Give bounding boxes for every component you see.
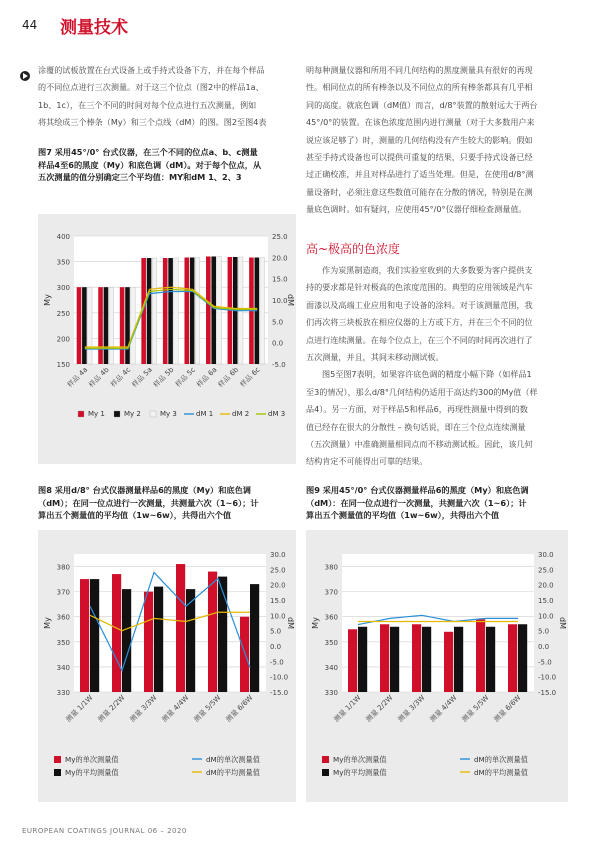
y2-tick-label: -15.0 xyxy=(270,689,289,697)
x-tick-label: 样品 6b xyxy=(216,365,241,390)
text-line: 结构肯定不可能得出可靠的结果。 xyxy=(306,456,428,467)
y2-tick-label: 20.0 xyxy=(538,581,554,590)
y2-tick-label: 15.0 xyxy=(272,275,288,284)
text-line: 同的高度。就底色调（dM值）而言，d/8°装置的散射远大于两台 xyxy=(306,99,538,110)
text-line: 说应该足够了）时，测量的几何结构没有产生较大的影响。假如 xyxy=(306,134,533,145)
bar xyxy=(125,287,130,364)
bar xyxy=(112,574,121,692)
legend-entry: dM 3 xyxy=(268,410,286,418)
text-line: 的不同位点进行三次测量。对于这三个位点（图2中的样品1a、 xyxy=(38,82,264,93)
x-tick-label: 样品 4b xyxy=(87,365,111,390)
bar xyxy=(90,579,99,692)
y-tick-label: 400 xyxy=(56,233,70,241)
y2-tick-label: -5.0 xyxy=(538,658,552,667)
caption-line: （dM）：在同一位点进行一次测量，共测量六次（1~6）；计 xyxy=(306,497,527,508)
bar xyxy=(260,258,265,364)
bar xyxy=(77,287,82,364)
bar xyxy=(154,587,163,692)
y-tick-label: 350 xyxy=(324,638,338,647)
bar xyxy=(98,287,103,364)
fig8-panel xyxy=(38,530,296,802)
y2-axis-label: dM xyxy=(558,617,567,629)
plot-area xyxy=(74,554,266,692)
text-line: 量底色调时。如有疑问，应使用45°/0°仪器仔细检查测量值。 xyxy=(306,204,527,215)
continue-arrow-icon xyxy=(20,71,30,81)
plot-area xyxy=(342,554,534,692)
x-tick-label: 样品 4c xyxy=(109,365,133,389)
x-tick-label: 测量 2/2W xyxy=(364,693,395,724)
caption-line: （dM）；在同一位点进行一次测量，共测量六次（1~6）；计 xyxy=(38,497,259,508)
y-tick-label: 330 xyxy=(324,689,338,697)
bar xyxy=(82,287,87,364)
legend-entry: dM 2 xyxy=(232,410,250,418)
text-line: 点进行连续测量。在每个位点上，在三个不同的时间再次进行了 xyxy=(306,334,533,345)
y2-tick-label: -5.0 xyxy=(270,658,284,667)
y-tick-label: 150 xyxy=(56,361,70,369)
legend-swatch xyxy=(54,769,61,776)
text-line: 将其绘成三个棒条（My）和三个点线（dM）的图。图2至图4表 xyxy=(38,117,267,128)
legend-entry: My 1 xyxy=(88,410,105,418)
y2-tick-label: 5.0 xyxy=(272,318,284,327)
bar xyxy=(444,632,453,692)
y2-tick-label: 25.0 xyxy=(272,233,288,241)
x-tick-label: 样品 4a xyxy=(65,365,90,390)
y2-tick-label: 10.0 xyxy=(270,612,286,621)
bar xyxy=(250,584,259,692)
bar xyxy=(174,258,179,364)
bar xyxy=(348,629,357,692)
bar xyxy=(120,287,125,364)
left-paragraph xyxy=(38,62,296,132)
x-tick-label: 测量 2/2W xyxy=(96,693,127,724)
text-line: 1b、1c），在三个不同的时间对每个位点进行五次测量，例如 xyxy=(38,99,257,110)
y-tick-label: 360 xyxy=(56,613,70,622)
section-heading: 高~极高的色浓度 xyxy=(306,242,401,256)
y-tick-label: 340 xyxy=(324,663,338,672)
text-line: 明每种测量仪器和所用不同几何结构的黑度测量具有很好的再现 xyxy=(306,65,533,75)
x-tick-label: 样品 5c xyxy=(173,365,197,389)
y2-tick-label: -5.0 xyxy=(272,361,286,369)
y2-tick-label: 30.0 xyxy=(270,551,286,559)
legend-entry: dM的平均测量值 xyxy=(206,768,260,777)
legend-entry: dM的单次测量值 xyxy=(474,755,528,764)
bar xyxy=(168,258,173,364)
y2-tick-label: 10.0 xyxy=(538,612,554,621)
bar xyxy=(422,627,431,692)
x-tick-label: 测量 4/4W xyxy=(428,693,459,724)
legend-entry: My的单次测量值 xyxy=(333,755,387,764)
caption-line: 算出五个测量值的平均值（1w~6w），共得出六个值 xyxy=(38,510,232,521)
y-tick-label: 350 xyxy=(56,258,70,267)
footer: EUROPEAN COATINGS JOURNAL 06 – 2020 xyxy=(22,827,187,835)
bar xyxy=(412,624,421,692)
legend-entry: My 3 xyxy=(160,410,177,418)
text-line: 涂覆的试板放置在台式设备上或手持式设备下方，并在每个样品 xyxy=(38,65,265,75)
y2-tick-label: -10.0 xyxy=(538,673,557,682)
y2-tick-label: 0.0 xyxy=(270,643,282,651)
x-tick-label: 测量 6/6W xyxy=(492,693,523,724)
y2-tick-label: 30.0 xyxy=(538,551,554,559)
bar xyxy=(131,287,136,364)
text-line: 持的要求都是针对极高的色浓度范围的。典型的应用领域是汽车 xyxy=(306,282,533,293)
bar xyxy=(184,258,189,364)
caption-line: 五次测量的值分别确定三个平均值：MY和dM 1、2、3 xyxy=(38,172,242,183)
x-tick-label: 测量 3/3W xyxy=(128,693,159,724)
y-tick-label: 330 xyxy=(56,689,70,697)
bar xyxy=(518,624,527,692)
text-line: 45°/0°的装置。在该色浓度范围内进行测量（对于大多数用户来 xyxy=(306,117,535,128)
legend-swatch xyxy=(322,756,329,763)
bar xyxy=(195,258,200,364)
x-tick-label: 测量 1/1W xyxy=(332,693,363,724)
page-number: 44 xyxy=(22,18,38,32)
x-tick-label: 样品 5b xyxy=(151,365,176,390)
x-tick-label: 测量 5/5W xyxy=(460,693,491,724)
fig9-panel xyxy=(306,530,568,802)
x-tick-label: 样品 6a xyxy=(195,365,219,390)
x-tick-label: 测量 3/3W xyxy=(396,693,427,724)
y-tick-label: 340 xyxy=(56,663,70,672)
y-tick-label: 200 xyxy=(56,335,70,344)
y-axis-label: My xyxy=(43,617,52,629)
legend-entry: dM的单次测量值 xyxy=(206,755,260,764)
bar xyxy=(211,256,216,364)
text-line: 性。相同位点的所有棒条以及不同位点的所有棒条都具有几乎相 xyxy=(306,82,533,93)
legend-entry: dM的平均测量值 xyxy=(474,768,528,777)
x-tick-label: 测量 1/1W xyxy=(64,693,95,724)
bar xyxy=(208,572,217,692)
bar xyxy=(218,577,227,692)
y-axis-label: My xyxy=(311,617,320,629)
bar xyxy=(122,589,131,692)
legend-entry: My 2 xyxy=(124,410,141,418)
legend-entry: My的平均测量值 xyxy=(65,768,119,777)
y2-tick-label: 15.0 xyxy=(270,597,286,605)
bar xyxy=(152,258,157,364)
fig7-caption xyxy=(38,146,296,184)
y2-tick-label: 25.0 xyxy=(538,566,554,575)
bar xyxy=(104,287,109,364)
y2-tick-label: 5.0 xyxy=(270,627,282,636)
y2-tick-label: 25.0 xyxy=(270,566,286,575)
y-axis-label: My xyxy=(43,294,52,306)
legend-swatch xyxy=(150,411,156,417)
caption-line: 图8 采用d/8° 台式仪器测量样品6的黑度（My）和底色调 xyxy=(38,485,251,495)
right-paragraph xyxy=(306,62,576,219)
text-line: 甚至手持式设备也可以提供可重复的结果，只要手持式设备已经 xyxy=(306,152,533,163)
y-tick-label: 380 xyxy=(56,563,70,572)
page-title: 测量技术 xyxy=(60,18,128,38)
text-line: 面漆以及高端工业应用和电子设备的涂料。对于该测量范围，我 xyxy=(306,299,533,310)
bar xyxy=(176,564,185,692)
fig8-chart xyxy=(38,530,296,802)
fig9-chart xyxy=(306,530,568,802)
caption-line: 图9 采用45°/0° 台式仪器测量样品6的黑度（My）和底色调 xyxy=(306,485,529,495)
text-line: 品4）。另一方面，对于样品5和样品6，再现性测量中得到的数 xyxy=(306,404,528,415)
text-line: （五次测量）中准确测量相同点而不移动测试板。因此，该几何 xyxy=(306,439,533,450)
bar xyxy=(476,619,485,692)
text-line: 至3的情况），那么d/8°几何结构仍适用于高达约300的My值（样 xyxy=(306,386,538,397)
y2-axis-label: dM xyxy=(286,294,295,306)
bar xyxy=(147,258,152,364)
bar xyxy=(454,627,463,692)
legend-swatch xyxy=(114,411,120,417)
bar xyxy=(508,624,517,692)
y2-axis-label: dM xyxy=(286,617,295,629)
y2-tick-label: 5.0 xyxy=(538,627,550,636)
x-tick-label: 测量 4/4W xyxy=(160,693,191,724)
bar xyxy=(217,256,222,364)
y2-tick-label: 0.0 xyxy=(272,339,284,348)
y2-tick-label: 20.0 xyxy=(272,254,288,263)
legend-entry: My的平均测量值 xyxy=(333,768,387,777)
text-line: 作为炭黑制造商，我们实验室收到的大多数要为客户提供支 xyxy=(322,265,533,275)
text-line: 们再次将三块板放在相应仪器的上方或下方，并在三个不同的位 xyxy=(306,317,533,328)
legend-swatch xyxy=(78,411,84,417)
caption-line: 样品4至6的黑度（My）和底色调（dM）。对于每个位点，从 xyxy=(38,159,262,170)
y2-tick-label: 10.0 xyxy=(272,297,288,305)
bar xyxy=(380,624,389,692)
legend-entry: My的单次测量值 xyxy=(65,755,119,764)
legend-entry: dM 1 xyxy=(196,410,214,418)
y-tick-label: 360 xyxy=(324,613,338,622)
bar xyxy=(109,287,114,364)
y2-tick-label: 0.0 xyxy=(538,643,550,651)
y-tick-label: 250 xyxy=(56,309,70,318)
legend-swatch xyxy=(322,769,329,776)
bar xyxy=(358,627,367,692)
bar xyxy=(390,627,399,692)
y-tick-label: 350 xyxy=(56,638,70,647)
bar xyxy=(240,617,249,692)
text-line: 值已经存在很大的分散性 – 换句话说，即在三个位点连续测量 xyxy=(306,421,526,432)
section2-paragraph xyxy=(306,262,576,471)
y-tick-label: 380 xyxy=(324,563,338,572)
y2-tick-label: 15.0 xyxy=(538,597,554,605)
y2-tick-label: -15.0 xyxy=(538,689,557,697)
x-tick-label: 样品 6c xyxy=(238,365,262,389)
y-tick-label: 370 xyxy=(324,588,338,597)
legend-swatch xyxy=(54,756,61,763)
bar xyxy=(163,258,168,364)
bar xyxy=(190,258,195,364)
fig7-chart xyxy=(38,214,296,464)
y-tick-label: 370 xyxy=(56,588,70,597)
caption-line: 算出五个测量值的平均值（1w~6w），共得出六个值 xyxy=(306,510,500,521)
fig9-caption xyxy=(306,484,576,522)
y2-tick-label: 20.0 xyxy=(270,581,286,590)
bar xyxy=(80,579,89,692)
bar xyxy=(486,627,495,692)
y2-tick-label: -10.0 xyxy=(270,673,289,682)
y-tick-label: 300 xyxy=(56,284,70,293)
fig8-caption xyxy=(38,484,300,522)
x-tick-label: 样品 5a xyxy=(130,365,154,390)
caption-line: 图7 采用45°/0° 台式仪器，在三个不同的位点a、b、c测量 xyxy=(38,147,258,157)
text-line: 图5至图7表明，如果容许底色调的精度小幅下降（如样品1 xyxy=(322,369,532,380)
bar xyxy=(87,287,92,364)
x-tick-label: 测量 5/5W xyxy=(192,693,223,724)
bar xyxy=(144,592,153,692)
bar xyxy=(206,256,211,364)
fig7-panel xyxy=(38,214,296,464)
text-line: 五次测量，并且，其间未移动测试板。 xyxy=(306,352,444,363)
text-line: 量设备时，必须注意这些数值可能存在分散的情况，特别是在测 xyxy=(306,186,533,197)
text-line: 过正确校准，并且对样品进行了适当处理。但是，在使用d/8°测 xyxy=(306,169,534,180)
x-tick-label: 测量 6/6W xyxy=(224,693,255,724)
